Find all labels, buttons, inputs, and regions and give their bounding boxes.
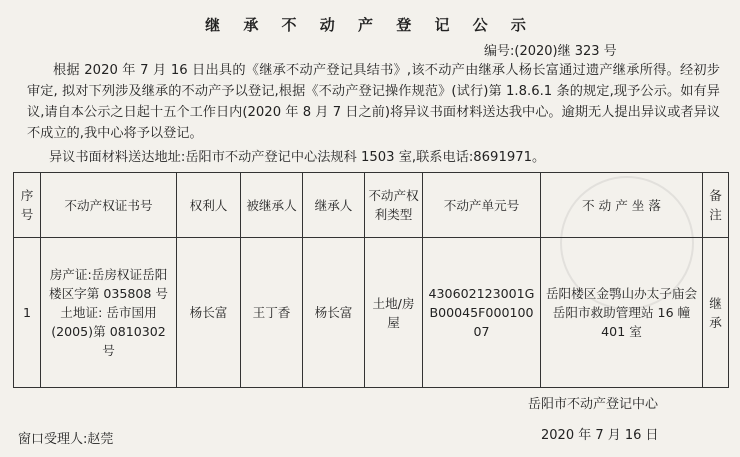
issue-date: 2020 年 7 月 16 日: [541, 428, 659, 443]
objection-address-line: 异议书面材料送达地址:岳阳市不动产登记中心法规科 1503 室,联系电话:8691971。: [49, 150, 546, 165]
land-cert-line: 土地证: 岳市国用(2005)第 0810302 号: [51, 305, 166, 358]
notice-body-paragraph: 根据 2020 年 7 月 16 日出具的《继承不动产登记具结书》,该不动产由继承人杨长富通过遗产继承所得。经初步审定, 拟对下列涉及继承的不动产予以登记,根据《不动产登记操作规范》(试行)第 1.8.6.1 条的规定,现予公示。如有异议,请自本公示之日起十五个工作日内(2020 年 8 月 7 日之前)将异议书面材料送达我中心。逾期无人提出异议或者异议不成立的,我中心将予以登记。: [27, 63, 720, 141]
cell-seq: 1: [14, 238, 41, 388]
header-owner: 权利人: [177, 173, 241, 238]
notice-title: 继 承 不 动 产 登 记 公 示: [205, 16, 535, 34]
cell-cert-no: [41, 238, 177, 388]
cell-decedent: 王丁香: [241, 238, 303, 388]
header-unit-no: 不动产单元号: [423, 173, 541, 238]
table-header-row: [14, 173, 729, 238]
header-seq: 序号: [14, 173, 41, 238]
header-cert-no: 不动产权证书号: [41, 173, 177, 238]
header-decedent: 被继承人: [241, 173, 303, 238]
header-location: 不 动 产 坐 落: [541, 173, 703, 238]
header-right-type: 不动产权利类型: [365, 173, 423, 238]
cell-remark: 继承: [703, 238, 729, 388]
cell-unit-no: 430602123001GB00045F00010007: [423, 238, 541, 388]
issuer-name: 岳阳市不动产登记中心: [528, 397, 659, 412]
header-remark: 备注: [703, 173, 729, 238]
table-row: [14, 238, 729, 388]
house-cert-line: 房产证:岳房权证岳阳楼区字第 035808 号: [48, 267, 169, 301]
cell-heir: 杨长富: [303, 238, 365, 388]
cell-right-type: 土地/房屋: [365, 238, 423, 388]
cell-location: 岳阳楼区金鹗山办太子庙会岳阳市救助管理站 16 幢 401 室: [541, 238, 703, 388]
cell-owner: 杨长富: [177, 238, 241, 388]
window-clerk: 窗口受理人:赵莞: [18, 432, 114, 447]
header-heir: 继承人: [303, 173, 365, 238]
property-table: [13, 172, 729, 388]
document-number: 编号:(2020)继 323 号: [484, 44, 617, 59]
